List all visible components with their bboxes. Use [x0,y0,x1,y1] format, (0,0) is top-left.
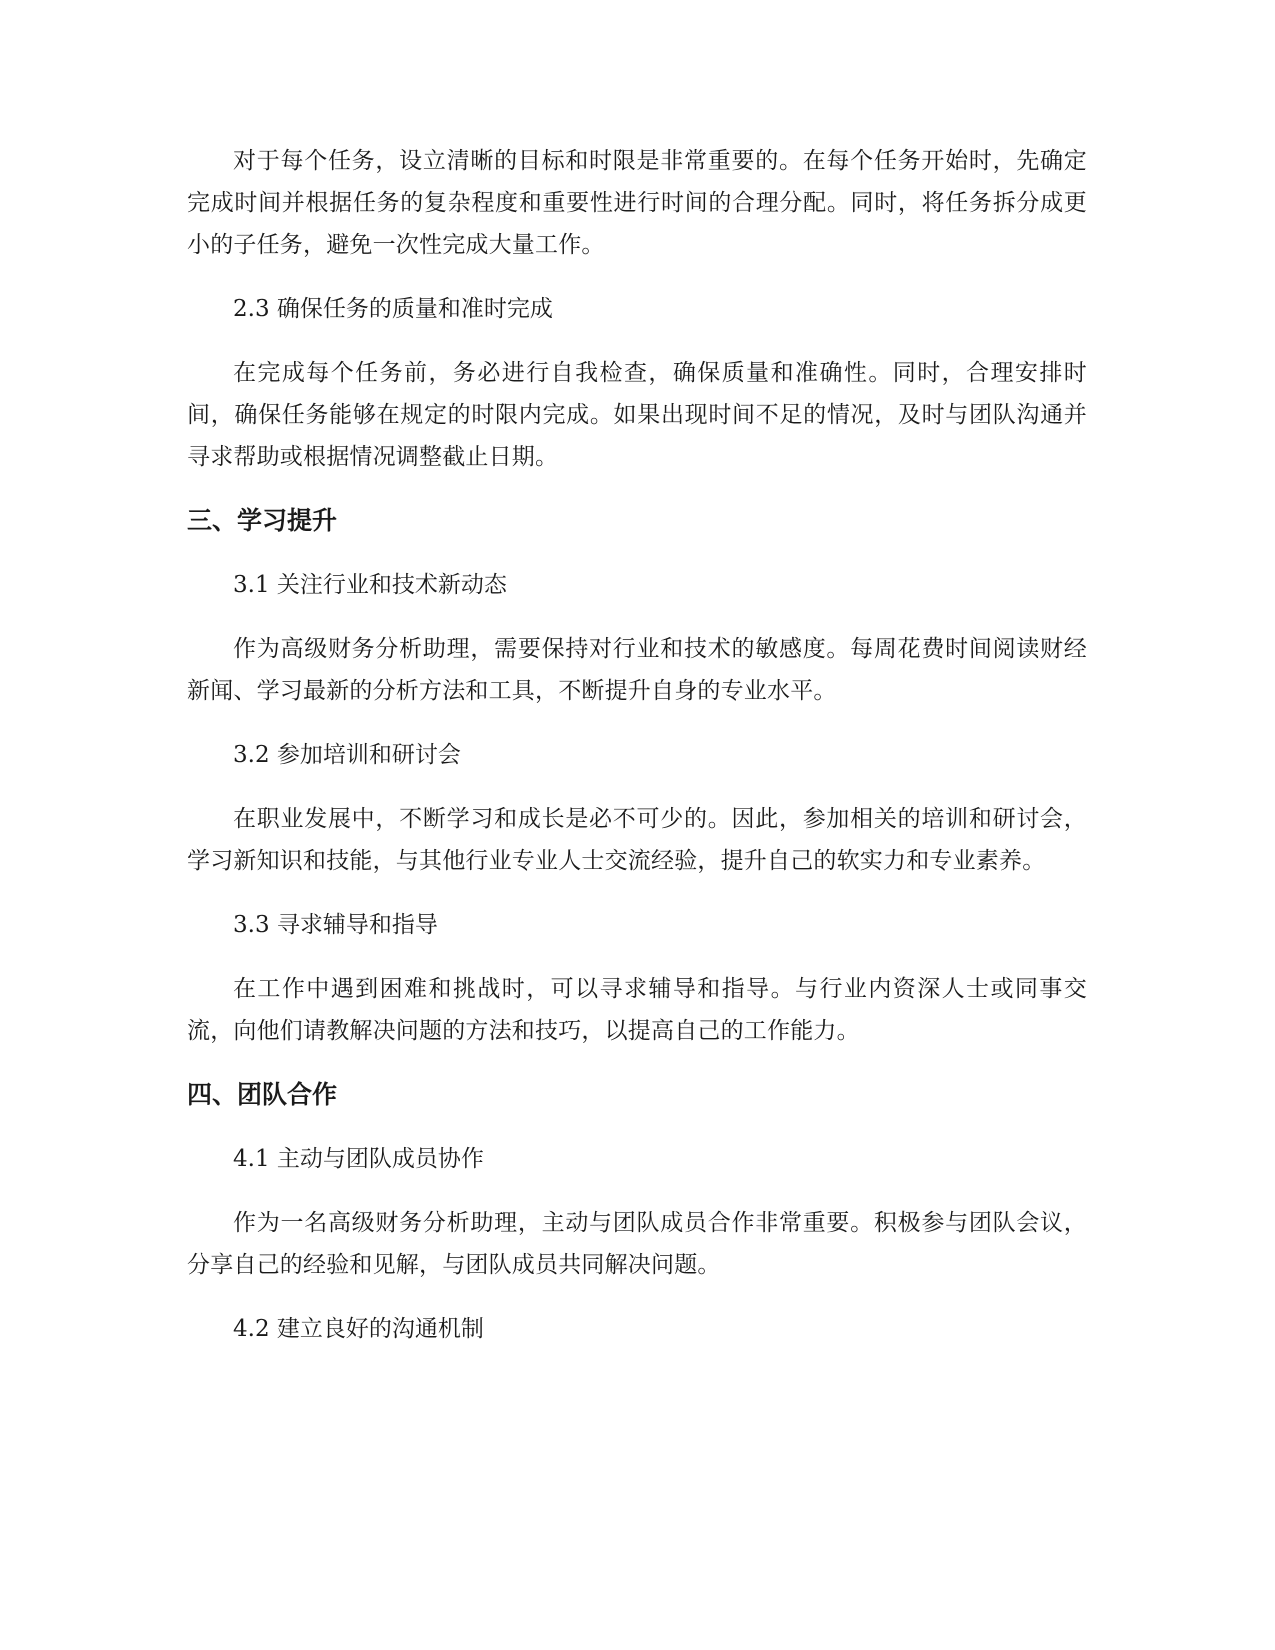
subheading-3-3: 3.3 寻求辅导和指导 [233,912,438,938]
para-team-collab: 作为一名高级财务分析助理，主动与团队成员合作非常重要。积极参与团队会议，分享自己的经验和见解，与团队成员共同解决问题。 [187,1210,1087,1278]
section-heading-4: 四、团队合作 [187,1080,338,1109]
para-training: 在职业发展中，不断学习和成长是必不可少的。因此，参加相关的培训和研讨会，学习新知识和技能，与其他行业专业人士交流经验，提升自己的软实力和专业素养。 [187,806,1087,874]
subheading-4-2: 4.2 建立良好的沟通机制 [233,1316,484,1342]
subheading-2-3: 2.3 确保任务的质量和准时完成 [233,296,553,322]
para-industry-news: 作为高级财务分析助理，需要保持对行业和技术的敏感度。每周花费时间阅读财经新闻、学习最新的分析方法和工具，不断提升自身的专业水平。 [187,636,1087,704]
subheading-3-2: 3.2 参加培训和研讨会 [233,742,461,768]
section-heading-3: 三、学习提升 [187,506,338,535]
document-body [187,140,1087,1372]
para-task-goals: 对于每个任务，设立清晰的目标和时限是非常重要的。在每个任务开始时，先确定完成时间并根据任务的复杂程度和重要性进行时间的合理分配。同时，将任务拆分成更小的子任务，避免一次性完成大量工作。 [187,148,1087,258]
subheading-3-1: 3.1 关注行业和技术新动态 [233,572,507,598]
subheading-4-1: 4.1 主动与团队成员协作 [233,1146,484,1172]
para-mentoring: 在工作中遇到困难和挑战时，可以寻求辅导和指导。与行业内资深人士或同事交流，向他们请教解决问题的方法和技巧，以提高自己的工作能力。 [187,976,1087,1044]
para-quality-check: 在完成每个任务前，务必进行自我检查，确保质量和准确性。同时，合理安排时间，确保任务能够在规定的时限内完成。如果出现时间不足的情况，及时与团队沟通并寻求帮助或根据情况调整截止日期。 [187,360,1087,470]
